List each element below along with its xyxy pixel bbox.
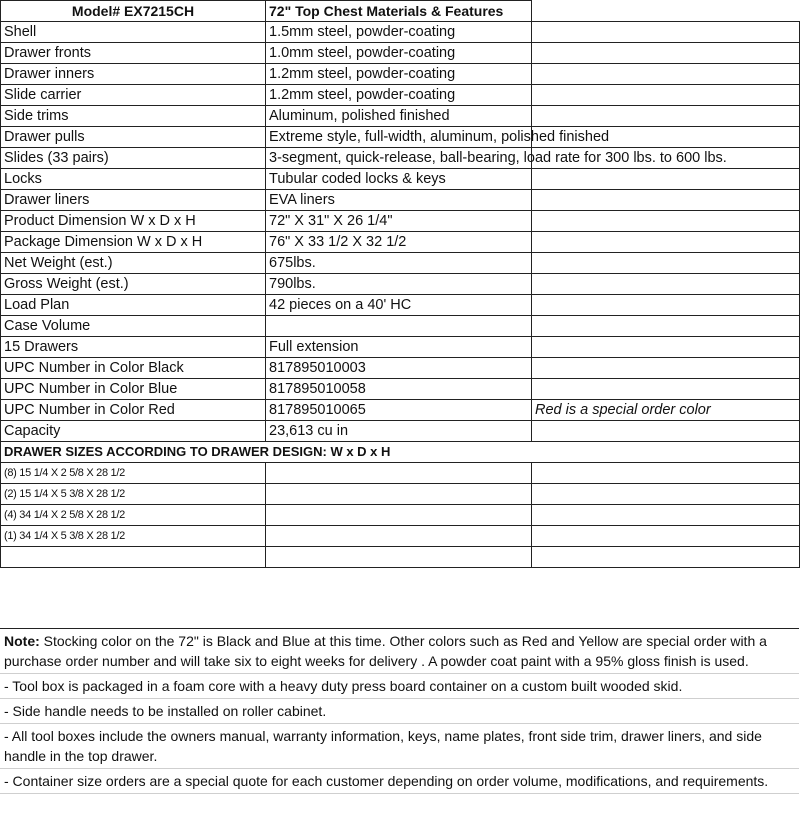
- empty-cell: [266, 505, 532, 526]
- spec-row: [1, 295, 800, 316]
- spec-note: [532, 358, 800, 379]
- spec-row: [1, 232, 800, 253]
- note-item: - All tool boxes include the owners manual, warranty information, keys, name plates, front side trim, drawer liners, and side handle in the top drawer.: [0, 724, 799, 769]
- drawer-size-row: [1, 484, 800, 505]
- spec-value: 23,613 cu in: [266, 421, 532, 442]
- drawer-size-value: (1) 34 1/4 X 5 3/8 X 28 1/2: [1, 526, 266, 547]
- spec-note: [532, 43, 800, 64]
- spec-label: UPC Number in Color Black: [1, 358, 266, 379]
- spec-note: [532, 169, 800, 190]
- empty-cell: [266, 547, 532, 568]
- spec-value: Tubular coded locks & keys: [266, 169, 532, 190]
- spec-row: [1, 169, 800, 190]
- note-item: - Tool box is packaged in a foam core with a heavy duty press board container on a custom built wooded skid.: [0, 674, 799, 699]
- empty-cell: [1, 547, 266, 568]
- spec-note: [532, 316, 800, 337]
- spec-value: Aluminum, polished finished: [266, 106, 532, 127]
- spec-note: [532, 274, 800, 295]
- spec-label: Case Volume: [1, 316, 266, 337]
- spec-value: 790lbs.: [266, 274, 532, 295]
- empty-cell: [266, 526, 532, 547]
- notes-section: [0, 628, 799, 794]
- spec-note: [532, 211, 800, 232]
- spec-row: [1, 64, 800, 85]
- drawer-size-value: (2) 15 1/4 X 5 3/8 X 28 1/2: [1, 484, 266, 505]
- note-item: - Container size orders are a special quote for each customer depending on order volume, modifications, and requirements.: [0, 769, 799, 794]
- empty-row: [1, 547, 800, 568]
- empty-cell: [266, 484, 532, 505]
- spec-label: Shell: [1, 22, 266, 43]
- header-row: [1, 1, 800, 22]
- empty-cell: [532, 484, 800, 505]
- spec-value: 817895010065: [266, 400, 532, 421]
- spec-value: 3-segment, quick-release, ball-bearing, load rate for 300 lbs. to 600 lbs.: [266, 148, 532, 169]
- spec-label: Package Dimension W x D x H: [1, 232, 266, 253]
- drawer-size-value: (4) 34 1/4 X 2 5/8 X 28 1/2: [1, 505, 266, 526]
- spec-value: 1.2mm steel, powder-coating: [266, 64, 532, 85]
- spec-value: 1.2mm steel, powder-coating: [266, 85, 532, 106]
- spec-label: Drawer liners: [1, 190, 266, 211]
- spec-note: [532, 106, 800, 127]
- empty-cell: [532, 526, 800, 547]
- empty-cell: [532, 547, 800, 568]
- spec-note: Red is a special order color: [532, 400, 800, 421]
- spec-row: [1, 106, 800, 127]
- empty-cell: [532, 463, 800, 484]
- spec-note: [532, 421, 800, 442]
- note-text: Stocking color on the 72" is Black and Blue at this time. Other colors such as Red and Yellow are special order with a purchase order number and will take six to eight weeks for delivery . A powder coat paint with a 95% gloss finish is used.: [4, 633, 767, 669]
- drawer-size-row: [1, 463, 800, 484]
- spec-row: [1, 337, 800, 358]
- note-item: - Side handle needs to be installed on roller cabinet.: [0, 699, 799, 724]
- spec-row: [1, 22, 800, 43]
- spec-label: Locks: [1, 169, 266, 190]
- drawer-size-value: (8) 15 1/4 X 2 5/8 X 28 1/2: [1, 463, 266, 484]
- spec-value: 72" X 31" X 26 1/4": [266, 211, 532, 232]
- spec-value: 76" X 33 1/2 X 32 1/2: [266, 232, 532, 253]
- spec-value: [266, 316, 532, 337]
- spec-row: [1, 85, 800, 106]
- spec-label: Net Weight (est.): [1, 253, 266, 274]
- spec-label: UPC Number in Color Blue: [1, 379, 266, 400]
- spec-note: [532, 337, 800, 358]
- drawer-sizes-heading: DRAWER SIZES ACCORDING TO DRAWER DESIGN: W x D x H: [1, 442, 800, 463]
- spec-note: [532, 64, 800, 85]
- spec-value: Full extension: [266, 337, 532, 358]
- empty-cell: [266, 463, 532, 484]
- spec-label: Drawer fronts: [1, 43, 266, 64]
- spec-label: Side trims: [1, 106, 266, 127]
- drawer-size-row: [1, 526, 800, 547]
- spec-note: [532, 232, 800, 253]
- sheet-title: 72" Top Chest Materials & Features: [266, 1, 532, 22]
- spec-row: [1, 211, 800, 232]
- spec-row: [1, 43, 800, 64]
- spec-note: [532, 295, 800, 316]
- spec-note: [532, 22, 800, 43]
- spec-label: Capacity: [1, 421, 266, 442]
- spec-value: 42 pieces on a 40' HC: [266, 295, 532, 316]
- spec-label: Gross Weight (est.): [1, 274, 266, 295]
- spec-label: Slide carrier: [1, 85, 266, 106]
- drawer-size-row: [1, 505, 800, 526]
- empty-cell: [532, 1, 800, 22]
- spec-label: Slides (33 pairs): [1, 148, 266, 169]
- spec-note: [532, 190, 800, 211]
- spec-label: 15 Drawers: [1, 337, 266, 358]
- spec-label: Drawer pulls: [1, 127, 266, 148]
- empty-cell: [532, 505, 800, 526]
- note-label: Note:: [4, 633, 40, 649]
- spec-value: 1.0mm steel, powder-coating: [266, 43, 532, 64]
- spec-row: [1, 421, 800, 442]
- spec-row: [1, 148, 800, 169]
- spec-value: 675lbs.: [266, 253, 532, 274]
- spec-label: UPC Number in Color Red: [1, 400, 266, 421]
- spec-value: 817895010058: [266, 379, 532, 400]
- spec-row: [1, 127, 800, 148]
- spec-row: [1, 190, 800, 211]
- spec-value: Extreme style, full-width, aluminum, polished finished: [266, 127, 532, 148]
- spec-label: Load Plan: [1, 295, 266, 316]
- spec-value: 817895010003: [266, 358, 532, 379]
- spec-value: EVA liners: [266, 190, 532, 211]
- model-label: Model# EX7215CH: [1, 1, 266, 22]
- spec-label: Drawer inners: [1, 64, 266, 85]
- spec-row: [1, 253, 800, 274]
- spec-note: [532, 253, 800, 274]
- spec-row: [1, 358, 800, 379]
- spec-row: [1, 316, 800, 337]
- spec-note: [532, 379, 800, 400]
- note-paragraph: [0, 629, 799, 674]
- spec-note: [532, 85, 800, 106]
- spec-label: Product Dimension W x D x H: [1, 211, 266, 232]
- spec-row: [1, 379, 800, 400]
- spec-row: [1, 274, 800, 295]
- spec-row: [1, 400, 800, 421]
- spec-value: 1.5mm steel, powder-coating: [266, 22, 532, 43]
- drawer-sizes-heading-row: [1, 442, 800, 463]
